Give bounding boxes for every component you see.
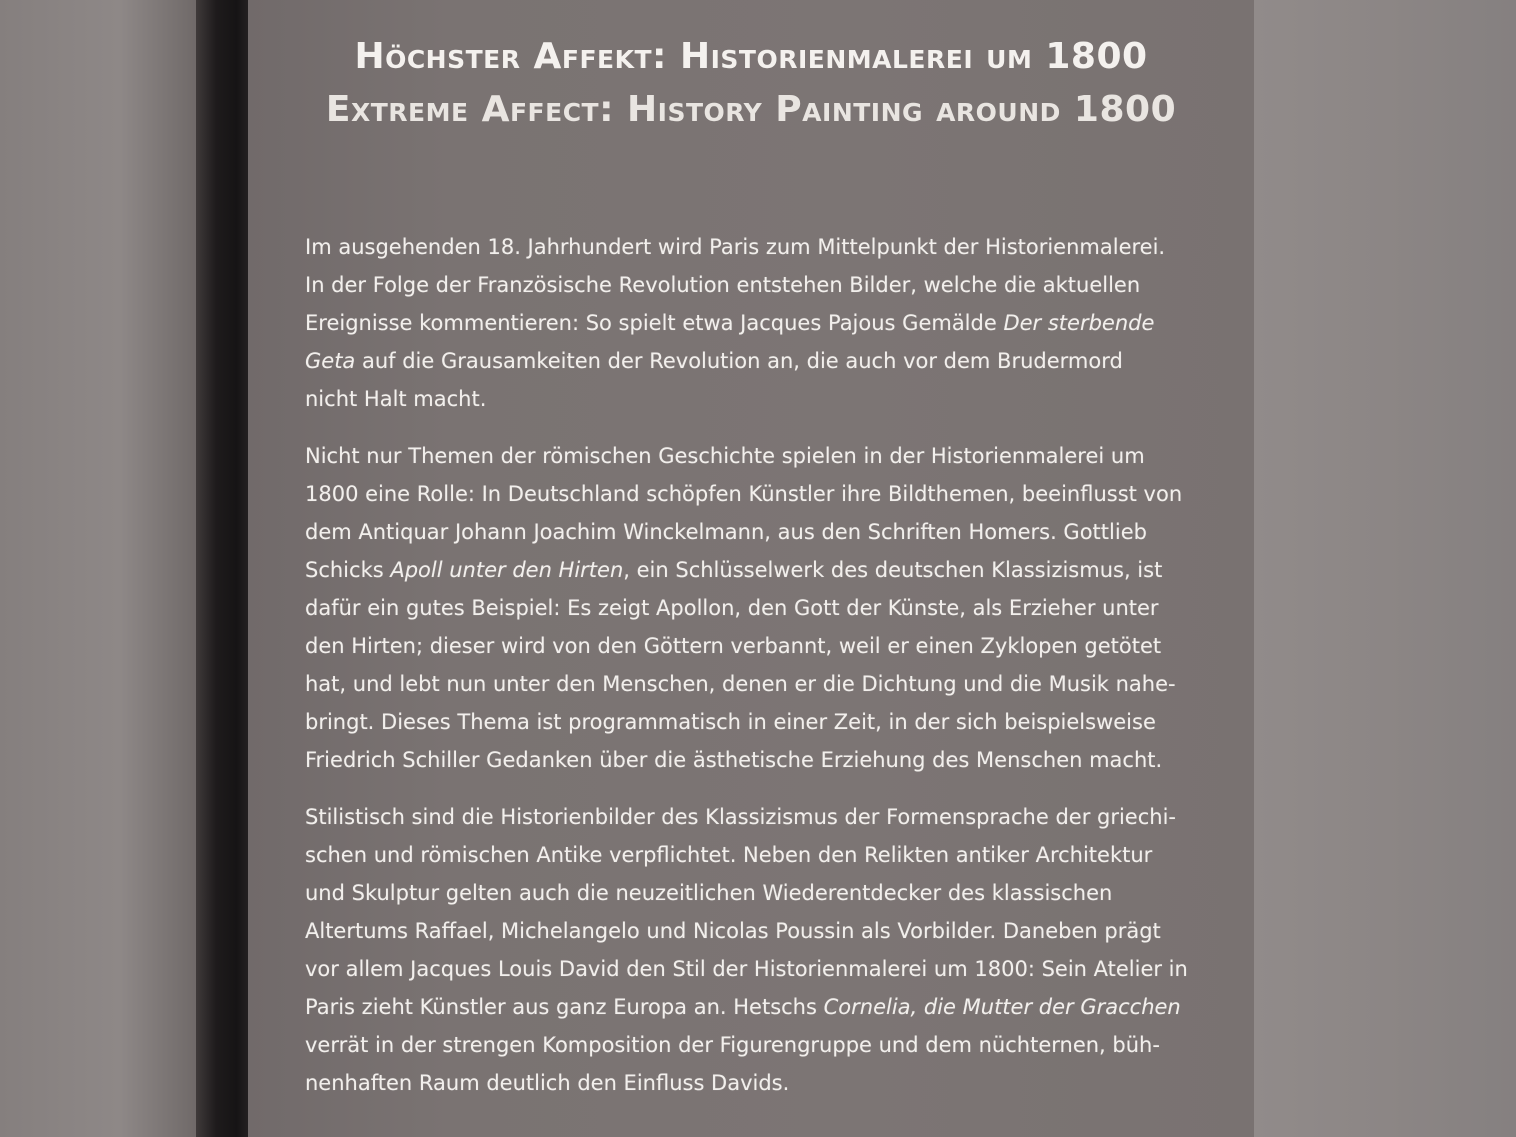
wall-right: [1254, 0, 1516, 1137]
text-segment: Paris zieht Künstler aus ganz Europa an. Hetschs: [305, 995, 824, 1019]
text-line: Friedrich Schiller Gedanken über die ästhetische Erziehung des Menschen macht.: [305, 748, 1163, 772]
text-line: dafür ein gutes Beispiel: Es zeigt Apollon, den Gott der Künste, als Erzieher unter: [305, 596, 1159, 620]
panel-titles: [248, 32, 1254, 138]
text-line: [305, 304, 1205, 342]
text-line: [305, 988, 1205, 1026]
text-line: 1800 eine Rolle: In Deutschland schöpfen Künstler ihre Bildthemen, beeinflusst von: [305, 482, 1183, 506]
text-line: Nicht nur Themen der römischen Geschichte spielen in der Historienmalerei um: [305, 444, 1145, 468]
panel-body-text: [305, 228, 1205, 1121]
italic-title: Cornelia, die Mutter der Gracchen: [823, 995, 1181, 1019]
title-german: Höchster Affekt: Historienmalerei um 1800: [354, 36, 1148, 77]
text-line: [305, 551, 1205, 589]
text-line: Altertums Raffael, Michelangelo und Nicolas Poussin als Vorbilder. Daneben prägt: [305, 919, 1161, 943]
text-line: schen und römischen Antike verpflichtet. Neben den Relikten antiker Architektur: [305, 843, 1153, 867]
text-segment: auf die Grausamkeiten der Revolution an, die auch vor dem Brudermord: [355, 349, 1123, 373]
text-line: hat, und lebt nun unter den Menschen, denen er die Dichtung und die Musik nahe-: [305, 672, 1176, 696]
italic-title: Geta: [305, 349, 356, 373]
text-segment: , ein Schlüsselwerk des deutschen Klassizismus, ist: [623, 558, 1163, 582]
wall-left: [0, 0, 200, 1137]
text-line: In der Folge der Französische Revolution entstehen Bilder, welche die aktuellen: [305, 273, 1141, 297]
title-english: Extreme Affect: History Painting around 1800: [325, 89, 1177, 130]
text-line: Stilistisch sind die Historienbilder des Klassizismus der Formensprache der griechi-: [305, 805, 1176, 829]
paragraph: [305, 228, 1205, 418]
text-line: nicht Halt macht.: [305, 387, 487, 411]
italic-title: Der sterbende: [1003, 311, 1155, 335]
text-line: nenhaften Raum deutlich den Einfluss Davids.: [305, 1071, 790, 1095]
text-line: Im ausgehenden 18. Jahrhundert wird Paris zum Mittelpunkt der Historienmalerei.: [305, 235, 1166, 259]
text-line: bringt. Dieses Thema ist programmatisch in einer Zeit, in der sich beispielsweise: [305, 710, 1156, 734]
text-line: vor allem Jacques Louis David den Stil der Historienmalerei um 1800: Sein Atelier in: [305, 957, 1188, 981]
paragraph: [305, 437, 1205, 779]
text-line: dem Antiquar Johann Joachim Winckelmann, aus den Schriften Homers. Gottlieb: [305, 520, 1147, 544]
text-line: den Hirten; dieser wird von den Göttern verbannt, weil er einen Zyklopen getötet: [305, 634, 1162, 658]
text-segment: Schicks: [305, 558, 391, 582]
paragraph: [305, 798, 1205, 1102]
italic-title: Apoll unter den Hirten: [390, 558, 624, 582]
text-segment: Ereignisse kommentieren: So spielt etwa Jacques Pajous Gemälde: [305, 311, 1004, 335]
text-line: [305, 342, 1205, 380]
text-line: verrät in der strengen Komposition der Figurengruppe und dem nüchternen, büh-: [305, 1033, 1160, 1057]
text-line: und Skulptur gelten auch die neuzeitlichen Wiederentdecker des klassischen: [305, 881, 1113, 905]
dark-frame-edge: [196, 0, 254, 1137]
